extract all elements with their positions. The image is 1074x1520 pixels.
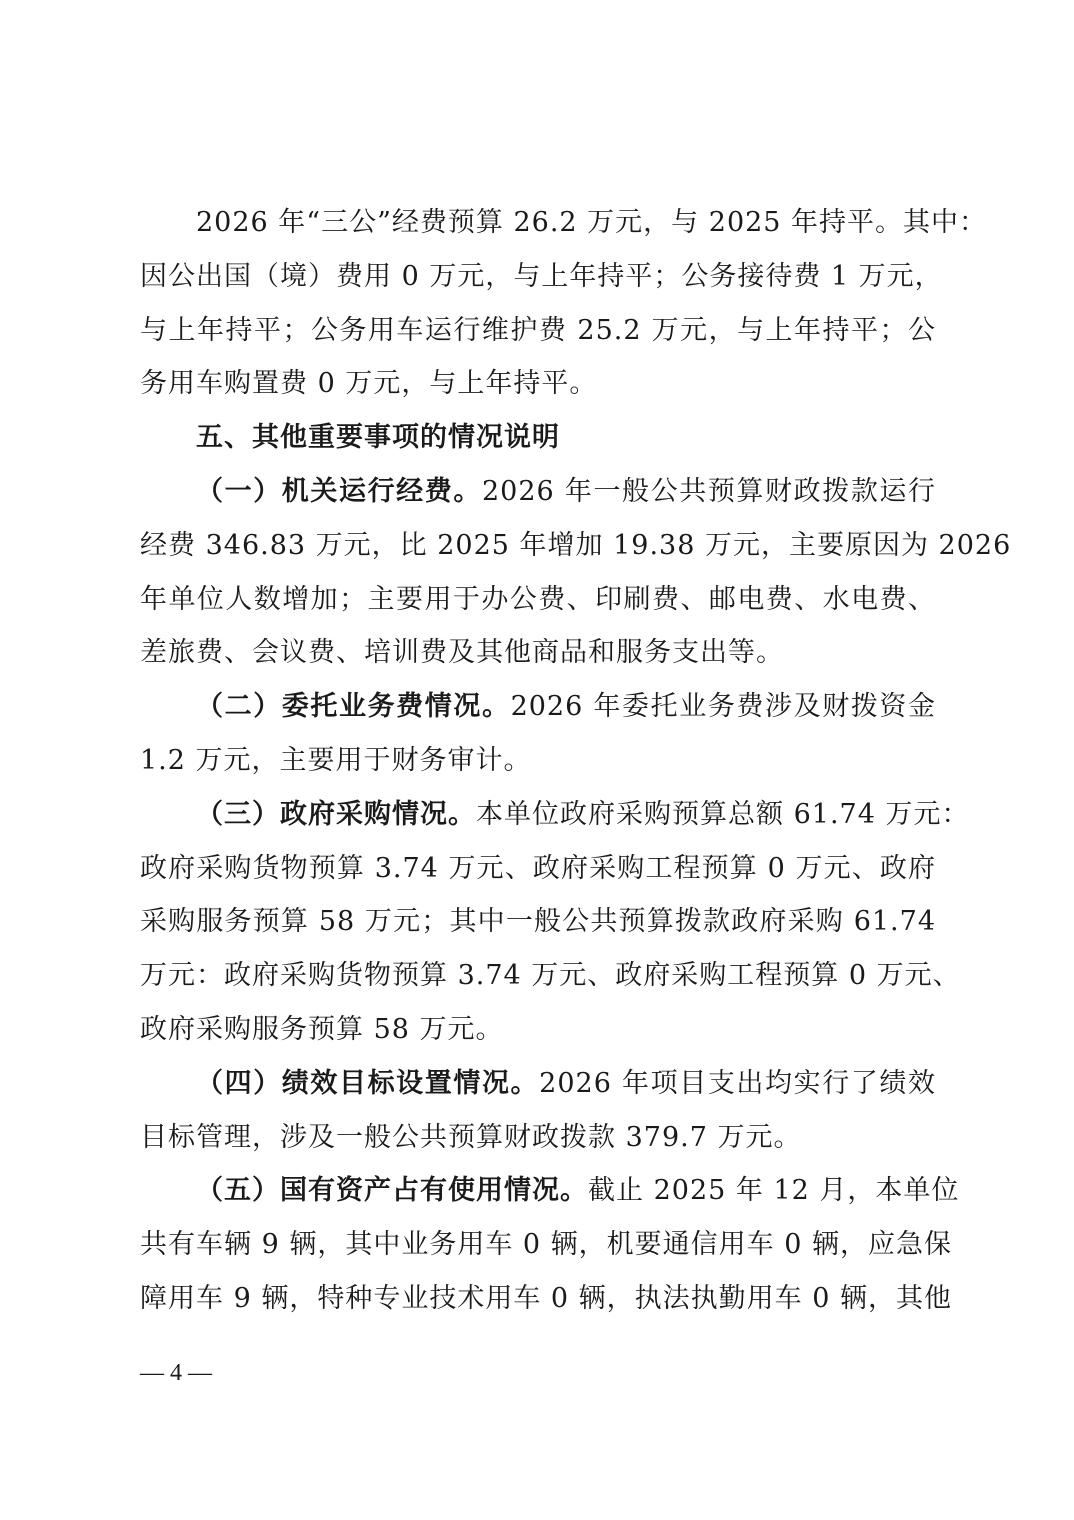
document-body	[140, 196, 1012, 1326]
paragraph-lead: （四）绩效目标设置情况。	[196, 1067, 540, 1099]
paragraph-text: 采购服务预算 58 万元；其中一般公共预算拨款政府采购 61.74	[140, 906, 936, 938]
paragraph-line	[140, 304, 936, 358]
paragraph-text: 2026 年一般公共预算财政拨款运行	[481, 475, 937, 507]
paragraph-text: 因公出国（境）费用 0 万元，与上年持平；公务接待费 1 万元，	[140, 260, 943, 292]
paragraph-text: 共有车辆 9 辆，其中业务用车 0 辆，机要通信用车 0 辆，应急保	[140, 1229, 953, 1261]
paragraph-line	[140, 734, 936, 788]
paragraph-line	[140, 573, 936, 627]
paragraph-text: 本单位政府采购预算总额 61.74 万元：	[476, 798, 970, 830]
section-heading: 五、其他重要事项的情况说明	[196, 422, 560, 454]
paragraph-lead: （一）机关运行经费。	[196, 475, 482, 507]
paragraph-line	[140, 626, 936, 680]
paragraph-text: 2026 年项目支出均实行了绩效	[539, 1067, 937, 1099]
paragraph-text: 目标管理，涉及一般公共预算财政拨款 379.7 万元。	[140, 1121, 802, 1153]
paragraph-line	[140, 842, 936, 896]
paragraph-line	[140, 788, 970, 842]
paragraph-lead: （三）政府采购情况。	[196, 798, 476, 830]
paragraph-line	[140, 196, 988, 250]
paragraph-line	[140, 1218, 953, 1272]
paragraph-line	[140, 1111, 936, 1165]
paragraph-text: 年单位人数增加；主要用于办公费、印刷费、邮电费、水电费、	[140, 583, 936, 615]
paragraph-line	[140, 1057, 936, 1111]
paragraph-line	[140, 250, 943, 304]
paragraph-line	[140, 680, 936, 734]
paragraph-text: 截止 2025 年 12 月，本单位	[588, 1175, 960, 1207]
paragraph-line	[140, 519, 1012, 573]
paragraph-text: 经费 346.83 万元，比 2025 年增加 19.38 万元，主要原因为 2026	[140, 529, 1012, 561]
paragraph-lead: （二）委托业务费情况。	[196, 691, 511, 723]
paragraph-line	[140, 357, 936, 411]
paragraph-text: 1.2 万元，主要用于财务审计。	[140, 744, 532, 776]
paragraph-text: 2026 年委托业务费涉及财拨资金	[510, 691, 937, 723]
paragraph-text: 政府采购货物预算 3.74 万元、政府采购工程预算 0 万元、政府	[140, 852, 936, 884]
paragraph-text: 障用车 9 辆，特种专业技术用车 0 辆，执法执勤用车 0 辆，其他	[140, 1282, 953, 1314]
paragraph-text: 差旅费、会议费、培训费及其他商品和服务支出等。	[140, 637, 784, 669]
paragraph-text: 2026 年“三公”经费预算 26.2 万元，与 2025 年持平。其中：	[196, 207, 988, 238]
paragraph-line	[140, 1164, 960, 1218]
paragraph-line	[140, 949, 961, 1003]
paragraph-line	[140, 895, 936, 949]
paragraph-line	[140, 465, 936, 519]
paragraph-text: 务用车购置费 0 万元，与上年持平。	[140, 368, 598, 400]
paragraph-line	[140, 1003, 936, 1057]
paragraph-line	[140, 1272, 953, 1326]
paragraph-text: 政府采购服务预算 58 万元。	[140, 1013, 504, 1045]
page-number: — 4 —	[140, 1360, 212, 1386]
paragraph-lead: （五）国有资产占有使用情况。	[196, 1175, 588, 1207]
paragraph-text: 与上年持平；公务用车运行维护费 25.2 万元，与上年持平；公	[140, 314, 936, 346]
paragraph-text: 万元：政府采购货物预算 3.74 万元、政府采购工程预算 0 万元、	[140, 960, 961, 992]
